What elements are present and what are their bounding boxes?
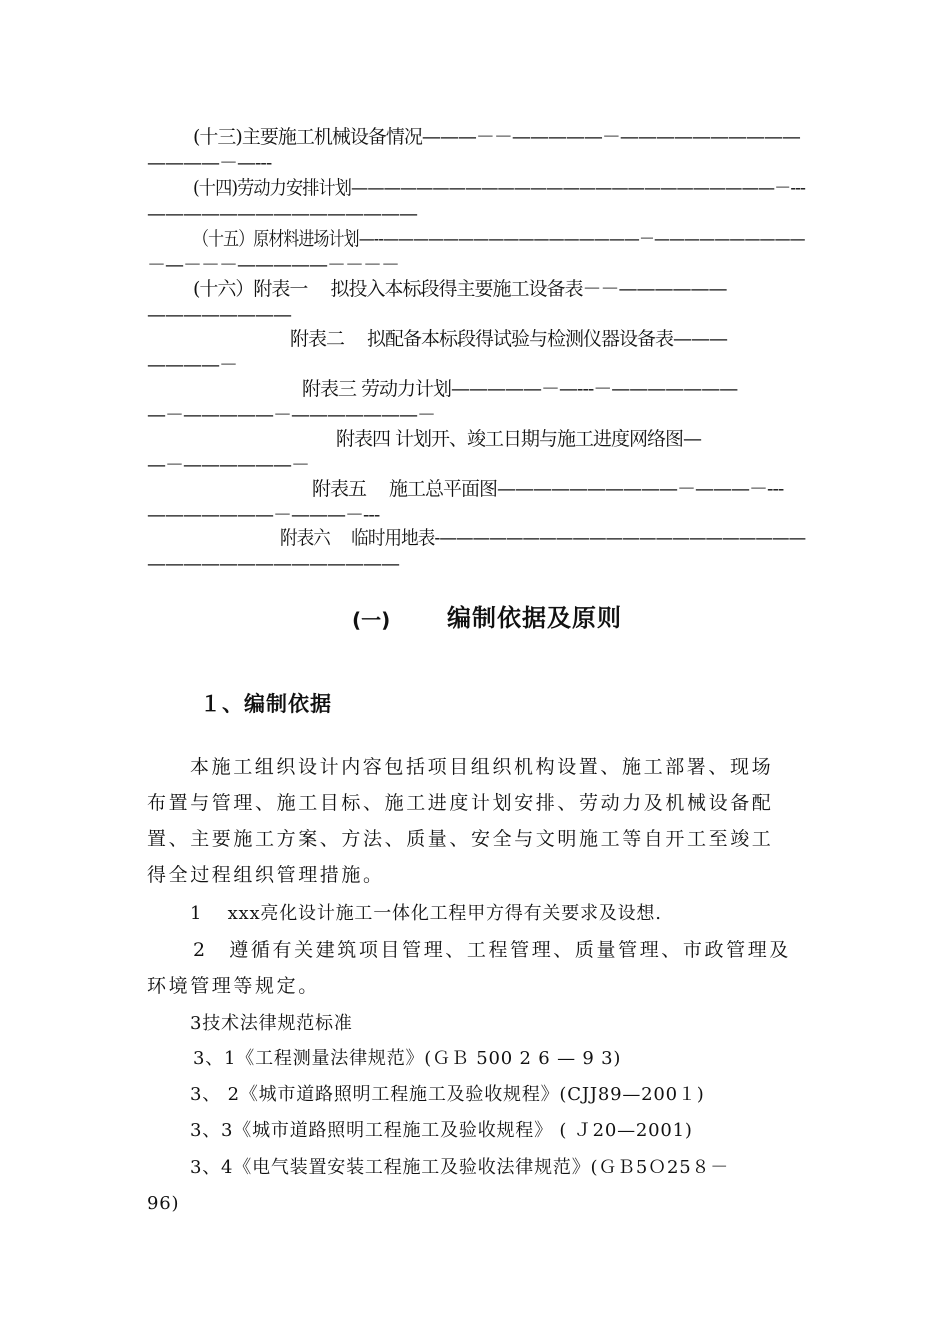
toc-schedule-2: 附表二 拟配备本标段得试验与检测仪器设备表———: [290, 328, 728, 350]
toc-schedule-4: 附表四 计划开、竣工日期与施工进度网络图—: [336, 428, 702, 450]
body-paragraph-line: 得全过程组织管理措施。: [147, 864, 385, 886]
section-title: 编制依据及原则: [447, 604, 622, 632]
toc-item-13-cont: ————－—---: [147, 152, 272, 174]
toc-schedule-2-cont: ————－: [147, 354, 238, 376]
toc-schedule-3: 附表三 劳动力计划—————－—---－———————: [302, 378, 738, 400]
standard-ref-3: 3、3《城市道路照明工程施工及验收规程》 ( Ｊ20—2001): [190, 1120, 693, 1141]
toc-item-16-cont: ————————: [147, 304, 291, 326]
body-paragraph-line: 布置与管理、施工目标、施工进度计划安排、劳动力及机械设备配: [147, 792, 774, 814]
standard-ref-4-cont: 96): [147, 1193, 180, 1214]
toc-schedule-4-cont: —－——————－: [147, 454, 310, 476]
list-item-2: 2 遵循有关建筑项目管理、工程管理、质量管理、市政管理及: [193, 939, 791, 961]
standard-ref-1: 3、1《工程测量法律规范》(ＧＢ 500 2 6 — 9 3): [193, 1048, 622, 1069]
toc-item-16: (十六）附表一 拟投入本标段得主要施工设备表－－——————: [193, 278, 727, 300]
list-item-3: 3技术法律规范标准: [190, 1013, 353, 1034]
toc-item-15-cont: －—－－－—————－－－－: [147, 254, 400, 276]
subsection-heading: １、编制依据: [200, 692, 332, 716]
body-paragraph-line: 本施工组织设计内容包括项目组织机构设置、施工部署、现场: [190, 756, 774, 778]
toc-schedule-5-cont: ———————－———－---: [147, 504, 380, 526]
section-number: (一): [352, 608, 391, 632]
toc-item-14-cont: ———————————————: [147, 203, 417, 225]
toc-item-13: (十三)主要施工机械设备情况———－－—————－——————————: [193, 126, 800, 148]
body-paragraph-line: 置、主要施工方案、方法、质量、安全与文明施工等自开工至竣工: [147, 828, 774, 850]
toc-item-15: （十五）原材料进场计划—--—————————————————－——————————: [193, 228, 805, 250]
list-item-2-cont: 环境管理等规定。: [147, 975, 320, 997]
standard-ref-2: 3、 2《城市道路照明工程施工及验收规程》(CJJ89—200１): [190, 1084, 705, 1105]
toc-schedule-5: 附表五 施工总平面图——————————－———－---: [312, 478, 784, 500]
standard-ref-4: 3、4《电气装置安装工程施工及验收法律规范》(ＧＢ5Ｏ25８－: [190, 1157, 730, 1178]
toc-schedule-3-cont: —－—————－———————－: [147, 404, 436, 426]
toc-schedule-6: 附表六 临时用地表-——————————————————————: [280, 527, 806, 549]
list-item-1: 1 xxx亮化设计施工一体化工程甲方得有关要求及设想.: [190, 903, 662, 924]
toc-item-14: (十四)劳动力安排计划——————————————————————————－---: [193, 177, 806, 199]
toc-schedule-6-cont: ——————————————: [147, 553, 399, 575]
